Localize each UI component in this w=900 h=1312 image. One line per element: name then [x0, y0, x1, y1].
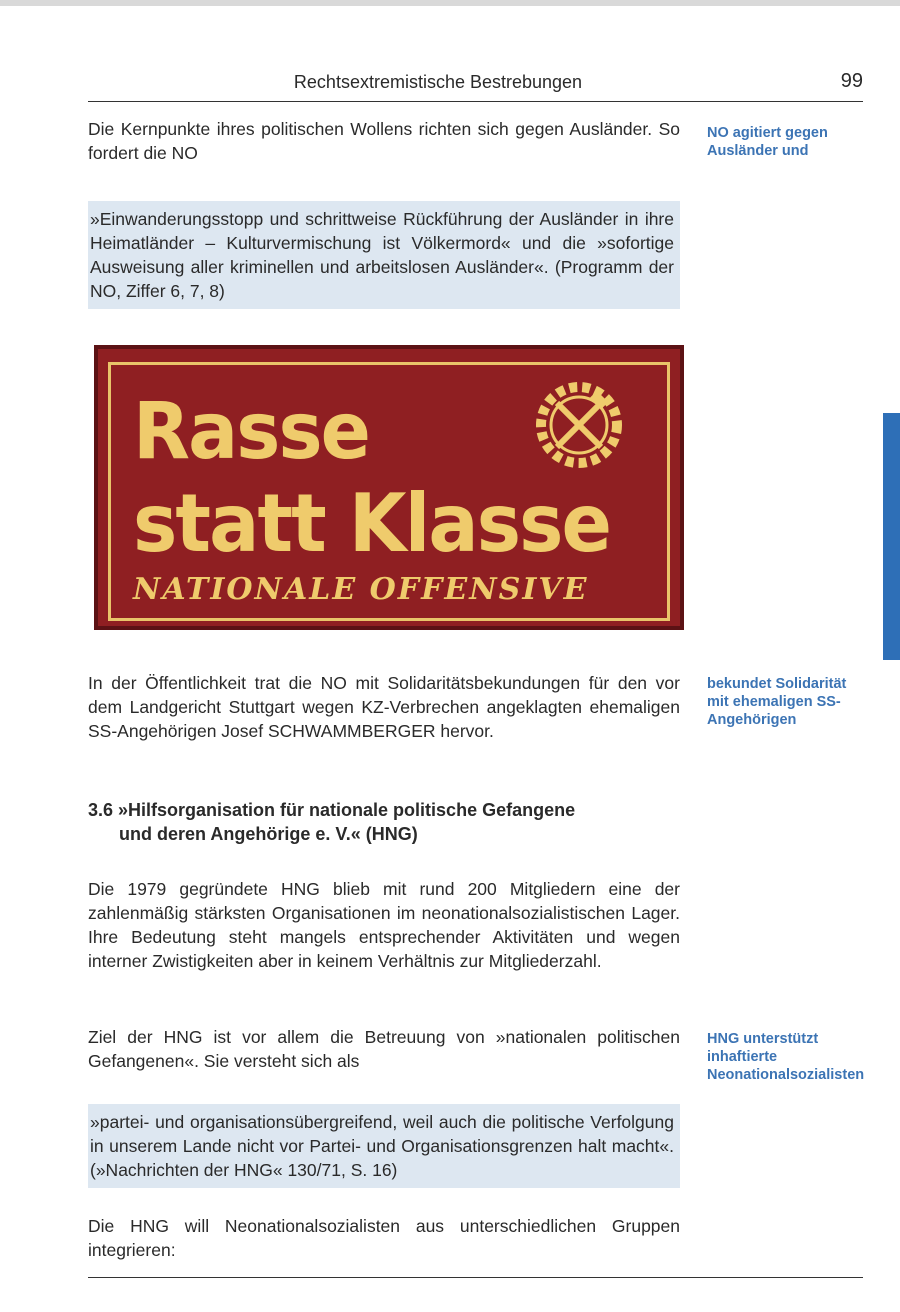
margin-note-bekundet: bekundet Solidarität mit ehemaligen SS-Angehörigen	[707, 676, 847, 728]
poster-frame	[108, 362, 670, 621]
section-heading-line2: und deren Angehörige e. V.« (HNG)	[119, 824, 418, 844]
margin-note-no-agitiert: NO agitiert gegen Ausländer und	[707, 125, 828, 159]
page-number: 99	[840, 70, 863, 92]
section-heading-line1: 3.6 »Hilfsorganisation für nationale politische Gefangene	[88, 800, 576, 820]
section-heading-hng	[88, 798, 688, 846]
page-top-edge	[0, 0, 900, 6]
margin-note-hng-unterstuetzt: HNG unterstützt inhaftierte Neonationalsozialisten	[707, 1031, 865, 1083]
paragraph-hng-integrieren: Die HNG will Neonationalsozialisten aus unterschiedlichen Gruppen integrieren:	[88, 1216, 680, 1260]
paragraph-kernpunkte: Die Kernpunkte ihres politischen Wollens richten sich gegen Ausländer. So fordert die NO	[88, 119, 680, 163]
paragraph-hng-ziel: Ziel der HNG ist vor allem die Betreuung von »nationalen politischen Gefangenen«. Sie versteht sich als	[88, 1027, 680, 1071]
quote-hng-nachrichten: »partei- und organisationsübergreifend, weil auch die politische Verfolgung in unserem Lande nicht vor Partei- und Organisationsgrenzen halt macht«. (»Nachrichten der HNG« 130/71, S. 16)	[88, 1104, 680, 1188]
page-header	[88, 70, 863, 98]
running-title: Rechtsextremistische Bestrebungen	[293, 72, 583, 92]
poster-image	[94, 345, 684, 630]
poster-word-rasse: Rasse	[133, 387, 370, 477]
paragraph-solidaritaet: In der Öffentlichkeit trat die NO mit Solidaritätsbekundungen für den vor dem Landgericht Stuttgart wegen KZ-Verbrechen angeklagten ehemaligen SS-Angehörigen Josef SCHWAMMBERGER hervor.	[88, 673, 680, 741]
quote-no-programm: »Einwanderungsstopp und schrittweise Rückführung der Ausländer in ihre Heimatländer – Kulturvermischung ist Völkermord« und die »sofortige Ausweisung aller kriminellen und arbeitslosen Ausländer«. (Programm der NO, Ziffer 6, 7, 8)	[88, 201, 680, 309]
poster-word-statt-klasse: statt Klasse	[133, 477, 611, 570]
gear-sword-hammer-emblem-icon	[529, 375, 629, 475]
poster-subtitle: NATIONALE OFFENSIVE	[133, 572, 589, 607]
chapter-thumb-tab	[883, 413, 900, 660]
footer-rule	[88, 1277, 863, 1278]
header-rule	[88, 101, 863, 102]
paragraph-hng-1979: Die 1979 gegründete HNG blieb mit rund 200 Mitgliedern eine der zahlenmäßig stärksten Organisationen im neonationalsozialistischen Lager. Ihre Bedeutung steht mangels entsprechender Aktivitäten und wegen interner Zwistigkeiten aber in keinem Verhältnis zur Mitgliederzahl.	[88, 879, 680, 971]
